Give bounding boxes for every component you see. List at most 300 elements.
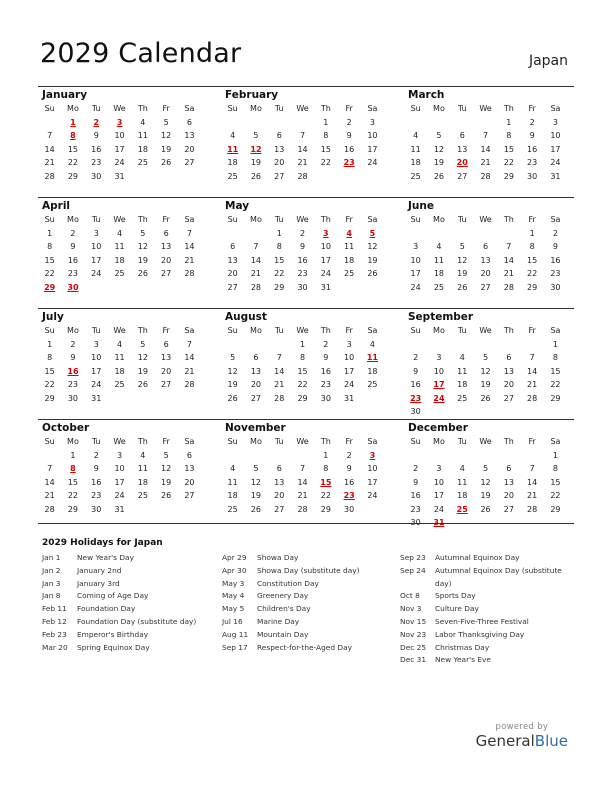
day-cell: 30 xyxy=(297,282,308,292)
empty-day-cell xyxy=(451,449,474,463)
day-cell: 8 xyxy=(323,464,329,473)
holidays-title: 2029 Holidays for Japan xyxy=(42,538,163,548)
day-cell: 13 xyxy=(184,131,195,140)
day-cell: 1 xyxy=(70,450,76,460)
day-cell: 7 xyxy=(506,242,512,251)
day-cell: 25 xyxy=(457,393,468,403)
holiday-day-cell: 11 xyxy=(366,353,378,362)
day-cell: 14 xyxy=(297,144,308,154)
empty-day-cell xyxy=(131,170,154,184)
day-cell: 2 xyxy=(413,353,419,362)
day-cell: 18 xyxy=(114,255,125,265)
week-row xyxy=(221,351,391,365)
week-row xyxy=(404,392,574,406)
weekday-label: Mo xyxy=(250,215,262,224)
holiday-item xyxy=(400,603,578,616)
day-cell: 15 xyxy=(44,255,55,265)
day-cell: 16 xyxy=(344,477,355,487)
day-cell: 6 xyxy=(482,242,489,251)
holiday-item xyxy=(400,642,578,655)
week-row xyxy=(221,267,391,281)
day-cell: 16 xyxy=(67,255,79,265)
day-cell: 11 xyxy=(457,477,468,487)
week-row xyxy=(404,378,574,392)
weekday-label: Th xyxy=(503,215,514,224)
day-cell: 19 xyxy=(137,366,148,376)
holiday-item xyxy=(42,603,217,616)
weekday-label: Su xyxy=(410,326,421,335)
day-cell: 12 xyxy=(250,477,262,487)
day-cell: 25 xyxy=(137,158,148,167)
week-row xyxy=(38,503,208,517)
day-cell: 17 xyxy=(410,269,421,278)
day-cell: 6 xyxy=(253,353,259,362)
day-cell: 18 xyxy=(457,380,468,389)
day-cell: 5 xyxy=(230,353,236,362)
day-cell: 29 xyxy=(503,171,514,181)
holiday-item xyxy=(222,590,397,603)
empty-day-cell xyxy=(497,338,520,352)
holiday-name: Showa Day (substitute day) xyxy=(257,565,360,575)
day-cell: 4 xyxy=(230,464,236,473)
day-cell: 11 xyxy=(433,255,445,265)
day-cell: 7 xyxy=(276,353,282,362)
holiday-item xyxy=(222,642,397,655)
day-cell: 8 xyxy=(323,131,329,140)
empty-day-cell xyxy=(427,116,450,130)
week-row xyxy=(404,240,574,254)
holiday-date: Oct 8 xyxy=(400,591,420,601)
day-cell: 4 xyxy=(230,131,236,140)
holiday-day-cell: 1 xyxy=(70,117,76,127)
holiday-name: Coming of Age Day xyxy=(77,591,149,601)
holiday-day-cell: 3 xyxy=(323,228,329,238)
day-cell: 10 xyxy=(367,131,378,140)
day-cell: 16 xyxy=(91,144,102,154)
month-name: August xyxy=(225,311,267,323)
holiday-item xyxy=(42,629,217,642)
empty-day-cell xyxy=(291,116,314,130)
day-cell: 30 xyxy=(91,504,102,514)
day-cell: 5 xyxy=(163,450,169,460)
week-row xyxy=(38,338,208,352)
weekday-label: Su xyxy=(410,437,421,446)
month-name: September xyxy=(408,311,474,323)
day-cell: 18 xyxy=(227,491,238,500)
holiday-date: May 4 xyxy=(222,591,245,601)
day-cell: 23 xyxy=(320,380,331,389)
day-cell: 9 xyxy=(346,131,352,140)
weekday-label: Sa xyxy=(184,437,195,446)
month-march xyxy=(404,87,574,197)
week-row xyxy=(221,254,391,268)
day-cell: 5 xyxy=(140,339,146,349)
day-cell: 18 xyxy=(114,366,125,376)
day-cell: 16 xyxy=(410,380,421,389)
weekday-label: Th xyxy=(320,326,331,335)
empty-day-cell xyxy=(361,281,384,295)
week-row xyxy=(221,116,391,130)
holiday-day-cell: 25 xyxy=(456,504,468,514)
day-cell: 4 xyxy=(140,450,146,460)
holiday-item xyxy=(400,629,578,642)
week-row xyxy=(221,170,391,184)
day-cell: 24 xyxy=(550,158,561,167)
day-cell: 11 xyxy=(457,366,468,376)
day-cell: 13 xyxy=(274,477,285,487)
weekday-label: Su xyxy=(44,215,55,224)
day-cell: 28 xyxy=(274,393,285,403)
holiday-name: January 3rd xyxy=(77,578,120,588)
week-row xyxy=(38,170,208,184)
month-december xyxy=(404,420,574,530)
holiday-day-cell: 20 xyxy=(456,158,468,167)
day-cell: 15 xyxy=(274,255,285,265)
day-cell: 9 xyxy=(413,477,419,487)
weekday-label: Th xyxy=(320,215,331,224)
day-cell: 20 xyxy=(480,269,491,278)
brand-blue: Blue xyxy=(534,732,568,750)
empty-day-cell xyxy=(221,227,244,241)
holiday-name: Christmas Day xyxy=(435,642,490,652)
day-cell: 21 xyxy=(250,269,262,278)
holiday-date: Apr 30 xyxy=(222,565,247,575)
holiday-name: Respect-for-the-Aged Day xyxy=(257,642,352,652)
day-cell: 30 xyxy=(344,504,355,514)
day-cell: 23 xyxy=(67,269,79,278)
week-row xyxy=(404,143,574,157)
footer-branding[interactable] xyxy=(476,722,568,750)
empty-day-cell xyxy=(244,338,267,352)
holiday-name: Foundation Day xyxy=(77,604,136,614)
day-cell: 6 xyxy=(230,242,236,251)
day-cell: 12 xyxy=(480,366,491,376)
day-cell: 23 xyxy=(297,269,308,278)
day-cell: 21 xyxy=(274,380,285,389)
day-cell: 18 xyxy=(344,255,355,265)
weekday-label: Tu xyxy=(91,437,101,446)
weekday-header xyxy=(38,102,208,116)
day-cell: 17 xyxy=(320,255,331,265)
day-cell: 23 xyxy=(550,269,561,278)
holiday-date: May 3 xyxy=(222,578,245,588)
empty-day-cell xyxy=(520,338,543,352)
day-cell: 5 xyxy=(459,242,465,251)
day-cell: 5 xyxy=(253,464,259,473)
day-cell: 27 xyxy=(161,269,172,278)
weekday-label: Tu xyxy=(91,104,101,113)
holiday-item xyxy=(400,552,578,565)
week-row xyxy=(404,227,574,241)
day-cell: 16 xyxy=(527,144,538,154)
day-cell: 25 xyxy=(410,171,421,181)
empty-day-cell xyxy=(404,449,427,463)
day-cell: 5 xyxy=(163,117,169,127)
weekday-header xyxy=(404,324,574,338)
day-cell: 12 xyxy=(137,353,148,362)
week-row xyxy=(221,365,391,379)
day-cell: 21 xyxy=(44,158,55,167)
holiday-item xyxy=(42,642,217,655)
day-cell: 30 xyxy=(550,282,561,292)
weekday-label: Mo xyxy=(250,437,262,446)
weekday-label: Su xyxy=(410,104,421,113)
day-cell: 3 xyxy=(116,450,123,460)
month-row xyxy=(38,86,574,197)
day-cell: 8 xyxy=(529,242,535,251)
empty-day-cell xyxy=(337,170,360,184)
day-cell: 25 xyxy=(227,171,238,181)
day-cell: 12 xyxy=(457,255,468,265)
week-row xyxy=(38,462,208,476)
day-cell: 26 xyxy=(137,269,148,278)
weekday-label: We xyxy=(296,437,309,446)
day-cell: 6 xyxy=(506,464,512,473)
weekday-label: Th xyxy=(320,104,331,113)
day-cell: 29 xyxy=(550,504,561,514)
week-row xyxy=(38,227,208,241)
day-cell: 22 xyxy=(550,491,561,500)
day-cell: 24 xyxy=(367,491,378,500)
holiday-item xyxy=(42,590,217,603)
empty-day-cell xyxy=(451,116,474,130)
weekday-label: Fr xyxy=(528,437,536,446)
weekday-label: Mo xyxy=(433,215,445,224)
day-cell: 23 xyxy=(91,491,102,500)
week-row xyxy=(404,351,574,365)
day-cell: 11 xyxy=(114,242,125,251)
weekday-label: Fr xyxy=(528,104,536,113)
week-row xyxy=(404,129,574,143)
holiday-name: Sports Day xyxy=(435,591,476,601)
day-cell: 18 xyxy=(367,366,378,376)
empty-day-cell xyxy=(361,503,384,517)
weekday-label: Sa xyxy=(184,326,195,335)
day-cell: 31 xyxy=(114,171,125,181)
week-row xyxy=(38,254,208,268)
day-cell: 21 xyxy=(184,366,195,376)
day-cell: 29 xyxy=(67,504,79,514)
day-cell: 17 xyxy=(114,477,125,487)
empty-day-cell xyxy=(451,338,474,352)
weekday-label: Fr xyxy=(528,215,536,224)
day-cell: 7 xyxy=(529,353,535,362)
empty-day-cell xyxy=(520,405,543,419)
day-cell: 20 xyxy=(161,255,172,265)
day-cell: 5 xyxy=(482,353,489,362)
day-cell: 28 xyxy=(527,504,538,514)
day-cell: 2 xyxy=(93,450,99,460)
day-cell: 1 xyxy=(323,450,329,460)
empty-day-cell xyxy=(178,170,201,184)
weekday-label: Mo xyxy=(250,104,262,113)
day-cell: 3 xyxy=(552,117,558,127)
day-cell: 21 xyxy=(503,269,514,278)
weekday-header xyxy=(404,213,574,227)
day-cell: 10 xyxy=(114,464,125,473)
holiday-name: New Year's Day xyxy=(77,553,134,562)
month-name: November xyxy=(225,422,286,434)
day-cell: 1 xyxy=(276,228,282,238)
empty-day-cell xyxy=(154,281,177,295)
day-cell: 10 xyxy=(433,366,445,376)
day-cell: 28 xyxy=(44,171,55,181)
day-cell: 22 xyxy=(297,380,308,389)
weekday-label: Fr xyxy=(162,104,170,113)
day-cell: 31 xyxy=(91,393,102,403)
day-cell: 26 xyxy=(137,380,148,389)
weekday-label: Tu xyxy=(274,215,284,224)
weekday-label: Tu xyxy=(457,326,467,335)
empty-day-cell xyxy=(474,405,497,419)
day-cell: 28 xyxy=(250,282,262,292)
empty-day-cell xyxy=(427,449,450,463)
day-cell: 30 xyxy=(527,171,538,181)
weekday-label: Mo xyxy=(67,326,79,335)
month-name: October xyxy=(42,422,90,434)
empty-day-cell xyxy=(244,116,267,130)
day-cell: 23 xyxy=(67,380,79,389)
day-cell: 27 xyxy=(503,393,514,403)
holiday-date: Mar 20 xyxy=(42,642,68,652)
day-cell: 18 xyxy=(457,491,468,500)
empty-day-cell xyxy=(38,449,61,463)
day-cell: 27 xyxy=(184,491,195,500)
empty-day-cell xyxy=(268,338,291,352)
weekday-header xyxy=(38,324,208,338)
empty-day-cell xyxy=(178,503,201,517)
weekday-label: Th xyxy=(137,326,148,335)
day-cell: 16 xyxy=(320,366,331,376)
day-cell: 3 xyxy=(369,117,375,127)
day-cell: 5 xyxy=(436,131,442,140)
week-row xyxy=(38,449,208,463)
week-row xyxy=(221,129,391,143)
empty-day-cell xyxy=(404,227,427,241)
day-cell: 9 xyxy=(93,131,99,140)
holiday-day-cell: 12 xyxy=(250,144,262,154)
day-cell: 28 xyxy=(297,504,308,514)
day-cell: 13 xyxy=(274,144,285,154)
weekday-label: Th xyxy=(503,437,514,446)
day-cell: 2 xyxy=(346,450,352,460)
holiday-item xyxy=(222,629,397,642)
week-row xyxy=(221,378,391,392)
empty-day-cell xyxy=(404,116,427,130)
day-cell: 13 xyxy=(480,255,491,265)
weekday-label: Th xyxy=(137,104,148,113)
day-cell: 3 xyxy=(413,242,419,251)
week-row xyxy=(221,462,391,476)
week-row xyxy=(221,227,391,241)
day-cell: 2 xyxy=(299,228,306,238)
weekday-label: We xyxy=(296,215,309,224)
day-cell: 12 xyxy=(480,477,491,487)
month-october xyxy=(38,420,208,530)
day-cell: 28 xyxy=(503,282,514,292)
holiday-day-cell: 8 xyxy=(70,464,76,473)
day-cell: 25 xyxy=(433,282,445,292)
day-cell: 24 xyxy=(91,269,102,278)
week-row xyxy=(221,156,391,170)
holiday-day-cell: 17 xyxy=(433,380,445,389)
weekday-label: Su xyxy=(227,437,238,446)
week-row xyxy=(404,462,574,476)
day-cell: 9 xyxy=(299,242,306,251)
day-cell: 9 xyxy=(529,131,535,140)
page-title: 2029 Calendar xyxy=(40,38,242,69)
holiday-date: Sep 24 xyxy=(400,565,426,575)
day-cell: 26 xyxy=(480,393,491,403)
day-cell: 19 xyxy=(137,255,148,265)
month-january xyxy=(38,87,208,197)
day-cell: 14 xyxy=(527,477,538,487)
week-row xyxy=(221,489,391,503)
day-cell: 20 xyxy=(503,380,514,389)
day-cell: 15 xyxy=(297,366,308,376)
empty-day-cell xyxy=(268,449,291,463)
weekday-label: Su xyxy=(410,215,421,224)
day-cell: 12 xyxy=(227,366,238,376)
holiday-name: Greenery Day xyxy=(257,591,309,601)
day-cell: 9 xyxy=(70,242,76,251)
day-cell: 6 xyxy=(459,131,465,140)
holiday-item xyxy=(42,565,217,578)
day-cell: 9 xyxy=(413,366,419,376)
day-cell: 3 xyxy=(436,353,442,362)
day-cell: 24 xyxy=(344,380,355,389)
holiday-date: Jul 16 xyxy=(222,616,243,626)
day-cell: 19 xyxy=(161,477,172,487)
day-cell: 29 xyxy=(297,393,308,403)
week-row xyxy=(38,378,208,392)
day-cell: 27 xyxy=(184,158,195,167)
month-february xyxy=(221,87,391,197)
holiday-item xyxy=(400,565,578,591)
empty-day-cell xyxy=(291,449,314,463)
day-cell: 16 xyxy=(410,491,421,500)
weekday-label: We xyxy=(113,326,126,335)
holiday-date: Apr 29 xyxy=(222,553,247,562)
empty-day-cell xyxy=(474,338,497,352)
holiday-item xyxy=(222,616,397,629)
weekday-label: Sa xyxy=(367,326,378,335)
holiday-day-cell: 3 xyxy=(116,117,123,127)
empty-day-cell xyxy=(131,392,154,406)
day-cell: 18 xyxy=(433,269,445,278)
day-cell: 6 xyxy=(186,117,192,127)
holiday-list-column-1 xyxy=(42,552,217,654)
weekday-label: Fr xyxy=(345,104,353,113)
weekday-label: Th xyxy=(503,104,514,113)
day-cell: 29 xyxy=(550,393,561,403)
week-row xyxy=(38,281,208,295)
day-cell: 15 xyxy=(44,366,55,376)
weekday-label: Fr xyxy=(345,437,353,446)
day-cell: 17 xyxy=(344,366,355,376)
weekday-header xyxy=(221,435,391,449)
day-cell: 15 xyxy=(550,366,561,376)
day-cell: 16 xyxy=(91,477,102,487)
day-cell: 10 xyxy=(433,477,445,487)
day-cell: 10 xyxy=(410,255,421,265)
day-cell: 27 xyxy=(480,282,491,292)
day-cell: 24 xyxy=(320,269,331,278)
day-cell: 2 xyxy=(529,117,535,127)
holiday-date: May 5 xyxy=(222,604,245,614)
holiday-date: Nov 23 xyxy=(400,629,427,639)
holiday-name: Autumnal Equinox Day (substitute day) xyxy=(435,565,562,588)
